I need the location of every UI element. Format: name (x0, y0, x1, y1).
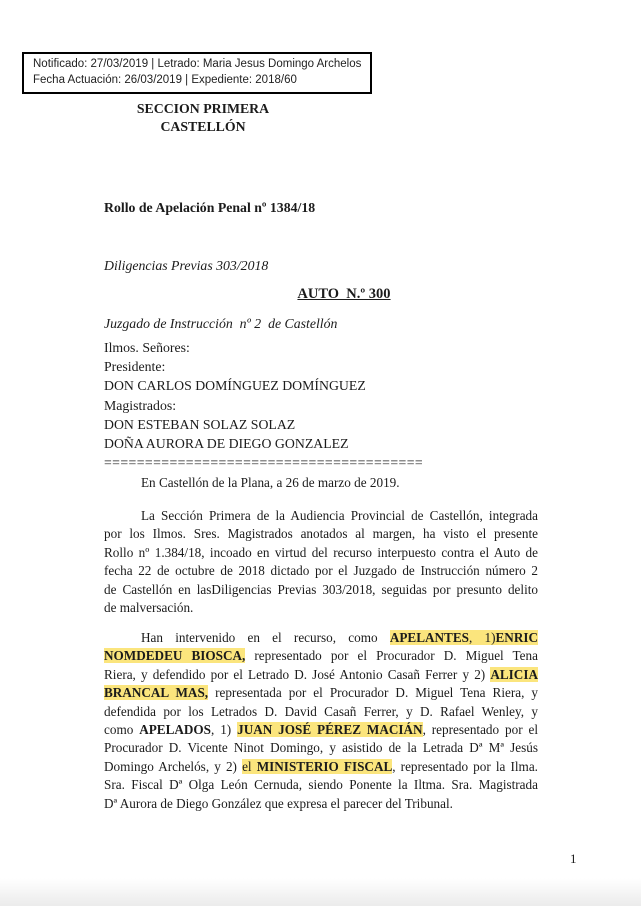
juzgado-reference: Juzgado de Instrucción nº 2 de Castellón (104, 315, 338, 331)
text-line (104, 721, 538, 739)
text-line (104, 544, 538, 562)
text-line (104, 118, 302, 137)
text-line (104, 684, 538, 702)
text-segment: Han intervenido en el recurso, como (141, 630, 390, 645)
text-line (104, 376, 423, 395)
text-segment: Fecha Actuación: 26/03/2019 | Expediente: 2018/60 (33, 73, 297, 86)
text-line (104, 776, 538, 794)
text-segment: , representado por la Ilma. (392, 758, 538, 774)
text-segment: de malversación. (104, 600, 194, 616)
text-line (104, 396, 423, 415)
text-line (104, 629, 538, 647)
text-line (33, 73, 361, 89)
text-segment: DON CARLOS DOMÍNGUEZ DOMÍNGUEZ (104, 378, 366, 394)
date-line-paragraph (104, 474, 538, 492)
text-line (104, 100, 302, 119)
judges-panel-lines (104, 338, 423, 453)
highlighted-text: BRANCAL MAS, (104, 685, 209, 701)
text-segment: Domingo Archelós, y 2) (104, 758, 243, 774)
text-line (104, 703, 538, 721)
text-segment: como (104, 722, 140, 738)
text-segment: CASTELLÓN (160, 119, 246, 135)
text-segment: de Castellón en lasDiligencias Previas 303/2018, seguidas por presunto delito (104, 581, 538, 597)
text-segment: por los Ilmos. Sres. Magistrados anotados al margen, ha visto el presente (104, 526, 538, 542)
highlighted-text: ENRIC (495, 630, 538, 645)
highlighted-text: ALICIA (490, 666, 538, 682)
text-segment: La Sección Primera de la Audiencia Provincial de Castellón, integrada (141, 508, 538, 523)
text-line (104, 357, 423, 376)
page-number: 1 (570, 851, 577, 866)
text-line (104, 758, 538, 776)
text-line (104, 647, 538, 665)
text-segment: Riera, y defendido por el Letrado D. José Antonio Casañ Ferrer y 2) (104, 666, 491, 682)
text-line (104, 739, 538, 757)
order-number-title: AUTO N.º 300 (297, 286, 391, 302)
text-segment: Magistrados: (104, 397, 177, 413)
highlighted-text: , 1) (468, 630, 496, 645)
text-line (104, 581, 538, 599)
text-line (104, 507, 538, 525)
highlighted-text: APELANTES (389, 630, 469, 645)
text-segment: Presidente: (104, 359, 166, 375)
diligencias-reference: Diligencias Previas 303/2018 (104, 258, 269, 274)
text-line (104, 562, 538, 580)
text-segment: fecha 22 de octubre de 2018 dictado por el Juzgado de Instrucción número 2 (104, 563, 538, 579)
panel-separator: ======================================= (104, 455, 424, 471)
text-segment: Ilmos. Señores: (104, 340, 190, 355)
text-line (104, 599, 538, 617)
text-line (104, 525, 538, 543)
rollo-number: Rollo de Apelación Penal nº 1384/18 (104, 200, 316, 216)
text-line (104, 666, 538, 684)
text-line (104, 338, 423, 357)
highlighted-text: el (242, 758, 257, 774)
text-line (104, 434, 423, 453)
highlighted-text: NOMDEDEU BIOSCA, (104, 648, 246, 664)
text-segment: DON ESTEBAN SOLAZ SOLAZ (104, 416, 296, 432)
text-line (104, 474, 538, 492)
text-segment: defendida por los Letrados D. David Casañ Ferrer, y D. Rafael Wenley, y (104, 703, 538, 719)
text-segment: , 1) (211, 722, 238, 738)
highlighted-text: JUAN JOSÉ PÉREZ MACIÁN (237, 722, 423, 738)
text-segment: Sra. Fiscal Dª Olga León Cernuda, siendo Ponente la Iltma. Sra. Magistrada (104, 777, 538, 793)
case-summary-paragraph (104, 507, 538, 617)
text-segment: SECCION PRIMERA (136, 100, 270, 116)
text-segment: representada por el Procurador D. Miguel Tena Riera, y (208, 685, 538, 701)
text-segment: DOÑA AURORA DE DIEGO GONZALEZ (104, 436, 349, 452)
page-bottom-shadow (0, 878, 641, 906)
judges-panel (104, 338, 423, 472)
text-line (104, 415, 423, 434)
text-line (33, 57, 361, 73)
text-segment: representado por el Procurador D. Miguel Tena (245, 648, 538, 664)
text-segment: Procurador D. Vicente Ninot Domingo, y asistido de la Letrada Dª Mª Jesús (104, 740, 538, 756)
highlighted-text: MINISTERIO FISCAL (256, 758, 393, 774)
notification-banner (22, 52, 372, 94)
text-segment: Dª Aurora de Diego González que expresa el parecer del Tribunal. (104, 795, 453, 811)
text-segment: Notificado: 27/03/2019 | Letrado: Maria Jesus Domingo Archelos (33, 58, 362, 70)
text-segment: , representado por el (422, 722, 538, 738)
parties-paragraph (104, 629, 538, 813)
text-segment: En Castellón de la Plana, a 26 de marzo de 2019. (141, 475, 400, 490)
text-line (104, 795, 538, 813)
text-segment: Rollo nº 1.384/18, incoado en virtud del recurso interpuesto contra el Auto de (104, 544, 538, 560)
text-segment: APELADOS (139, 722, 212, 738)
